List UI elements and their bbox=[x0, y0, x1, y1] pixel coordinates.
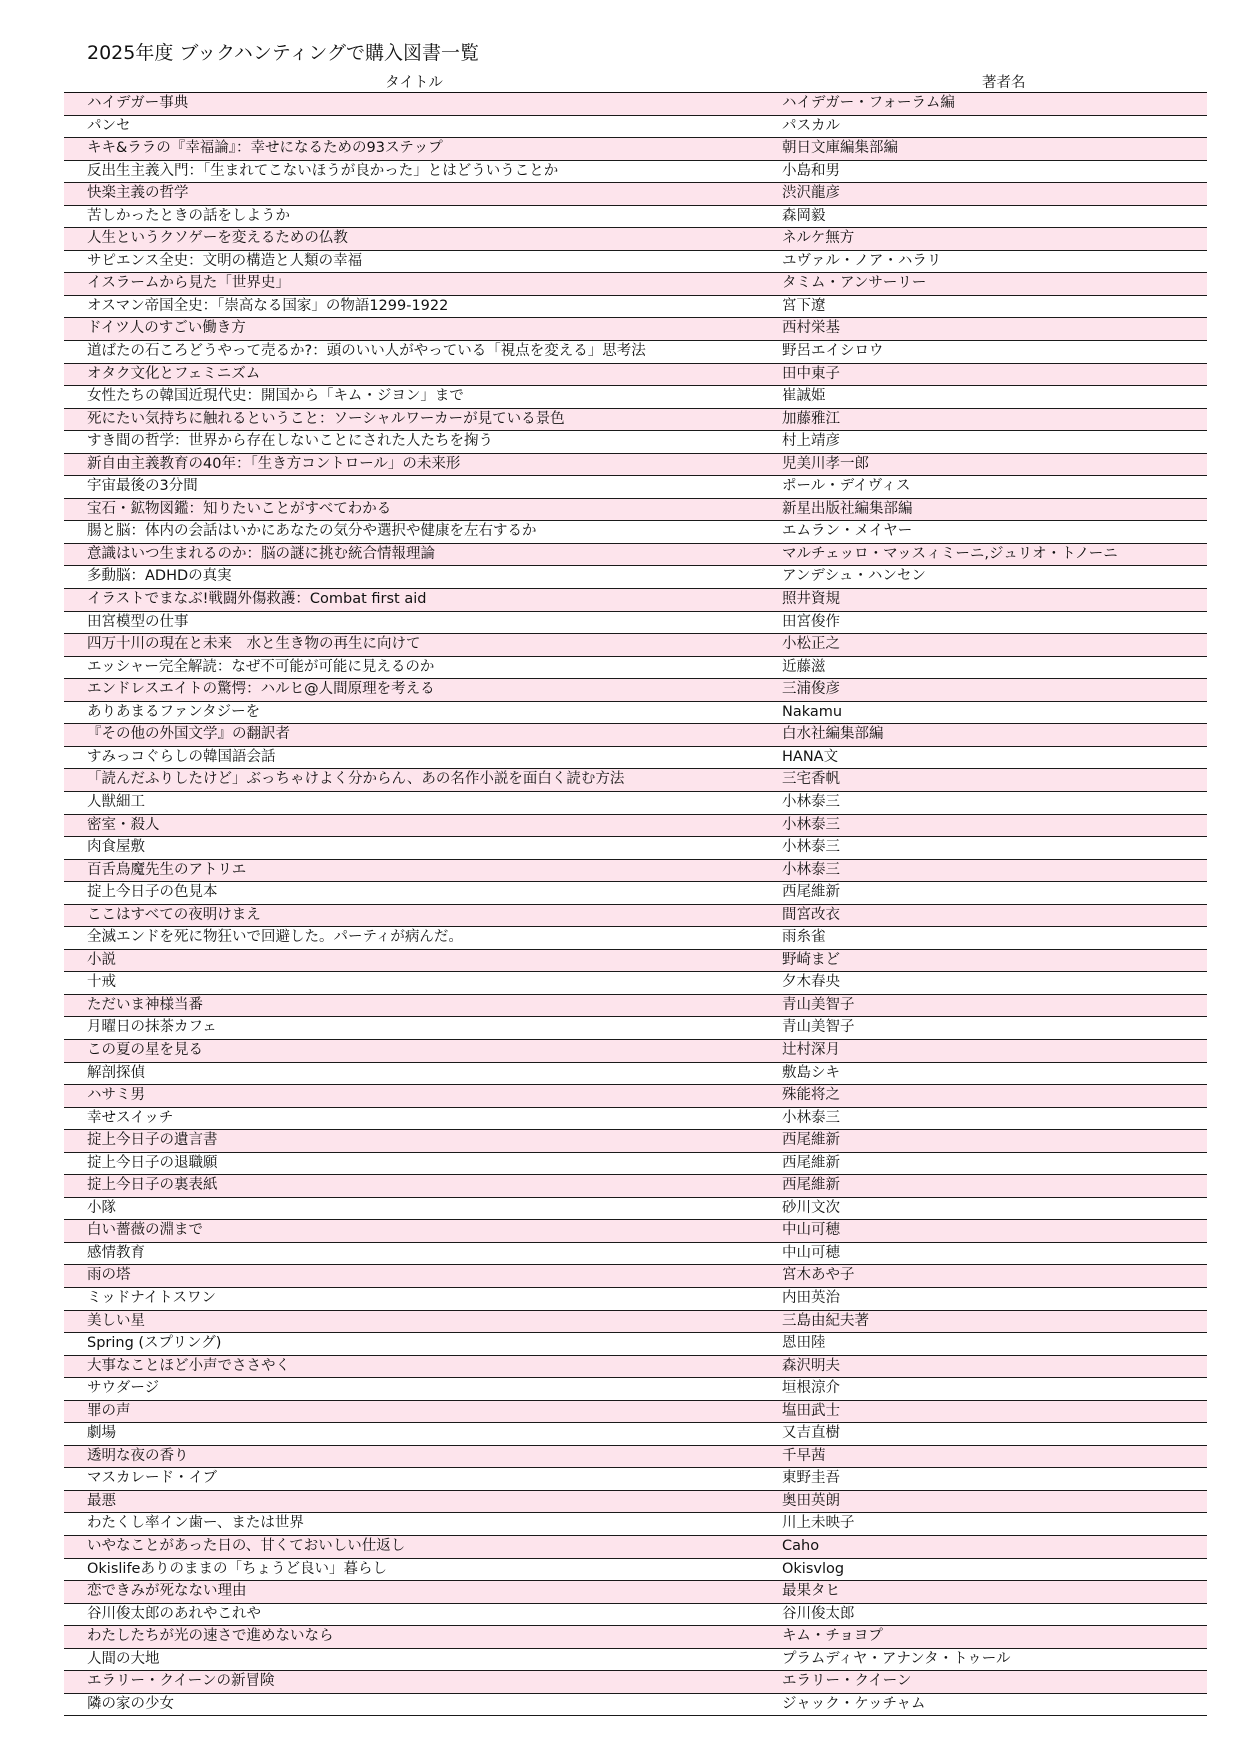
book-author-cell: 東野圭吾 bbox=[782, 1470, 840, 1487]
book-title-cell: 四万十川の現在と未来 水と生き物の再生に向けて bbox=[87, 636, 421, 653]
book-author-cell: 田宮俊作 bbox=[782, 613, 840, 630]
book-author-cell: 児美川孝一郎 bbox=[782, 455, 869, 472]
table-row bbox=[64, 566, 1207, 589]
table-row bbox=[64, 1446, 1207, 1469]
book-author-cell: 村上靖彦 bbox=[782, 433, 840, 450]
table-row bbox=[64, 1333, 1207, 1356]
book-title-cell: 掟上今日子の色見本 bbox=[87, 884, 218, 901]
table-row bbox=[64, 837, 1207, 860]
book-author-cell: 野呂エイシロウ bbox=[782, 343, 884, 360]
book-title-cell: 『その他の外国文学』の翻訳者 bbox=[87, 726, 290, 743]
book-author-cell: アンデシュ・ハンセン bbox=[782, 568, 926, 585]
table-row bbox=[64, 1356, 1207, 1379]
book-title-cell: わたくし率イン歯ー、または世界 bbox=[87, 1515, 304, 1532]
book-title-cell: 田宮模型の仕事 bbox=[87, 613, 189, 630]
book-title-cell: この夏の星を見る bbox=[87, 1041, 203, 1058]
book-title-cell: 美しい星 bbox=[87, 1312, 145, 1329]
table-row bbox=[64, 1401, 1207, 1424]
book-title-cell: 劇場 bbox=[87, 1425, 116, 1442]
table-row bbox=[64, 499, 1207, 522]
book-title-cell: 小隊 bbox=[87, 1199, 116, 1216]
table-row bbox=[64, 228, 1207, 251]
book-author-cell: 西尾維新 bbox=[782, 884, 840, 901]
column-header-title: タイトル bbox=[385, 75, 443, 91]
book-title-cell: 人獣細工 bbox=[87, 793, 145, 810]
book-title-cell: エンドレスエイトの驚愕：ハルヒ@人間原理を考える bbox=[87, 681, 435, 698]
book-title-cell: 反出生主義入門：「生まれてこないほうが良かった」とはどういうことか bbox=[87, 162, 559, 179]
book-title-cell: 多動脳：ADHDの真実 bbox=[87, 568, 232, 585]
book-title-cell: 人生というクソゲーを変えるための仏教 bbox=[87, 230, 348, 247]
book-title-cell: いやなことがあった日の、甘くておいしい仕返し bbox=[87, 1538, 406, 1554]
table-row bbox=[64, 724, 1207, 747]
table-row bbox=[64, 1063, 1207, 1086]
book-author-cell: 近藤滋 bbox=[782, 658, 826, 675]
book-author-cell: 新星出版社編集部編 bbox=[782, 500, 913, 517]
book-title-cell: パンセ bbox=[87, 117, 131, 134]
book-title-cell: Okislifeありのままの「ちょうど良い」暮らし bbox=[87, 1560, 387, 1577]
table-row bbox=[64, 1694, 1207, 1717]
book-title-cell: ありあまるファンタジーを bbox=[87, 703, 261, 720]
book-title-cell: 谷川俊太郎のあれやこれや bbox=[87, 1605, 261, 1622]
book-author-cell: 小林泰三 bbox=[782, 861, 840, 878]
table-row bbox=[64, 1671, 1207, 1694]
book-author-cell: 加藤雅江 bbox=[782, 410, 840, 427]
table-row bbox=[64, 634, 1207, 657]
book-author-cell: 雨糸雀 bbox=[782, 929, 826, 946]
table-row bbox=[64, 544, 1207, 567]
book-author-cell: タミム・アンサーリー bbox=[782, 275, 927, 292]
table-row bbox=[64, 1649, 1207, 1672]
table-row bbox=[64, 1265, 1207, 1288]
book-title-cell: ドイツ人のすごい働き方 bbox=[87, 320, 246, 337]
book-author-cell: 敷島シキ bbox=[782, 1064, 840, 1081]
book-title-cell: 十戒 bbox=[87, 974, 116, 991]
book-author-cell: 千早茜 bbox=[782, 1447, 826, 1464]
book-title-cell: サピエンス全史：文明の構造と人類の幸福 bbox=[87, 252, 363, 269]
table-row bbox=[64, 161, 1207, 184]
book-author-cell: 白水社編集部編 bbox=[782, 726, 884, 743]
book-author-cell: 中山可穂 bbox=[782, 1222, 840, 1239]
table-row bbox=[64, 1288, 1207, 1311]
table-row bbox=[64, 1017, 1207, 1040]
book-title-cell: 月曜日の抹茶カフェ bbox=[87, 1019, 217, 1036]
book-title-cell: エラリー・クイーンの新冒険 bbox=[87, 1673, 275, 1690]
table-row bbox=[64, 1559, 1207, 1582]
book-author-cell: 小島和男 bbox=[782, 162, 840, 179]
book-author-cell: 森岡毅 bbox=[782, 207, 826, 224]
book-author-cell: マルチェッロ・マッスィミーニ,ジュリオ・トノーニ bbox=[782, 545, 1118, 562]
table-row bbox=[64, 1513, 1207, 1536]
table-row bbox=[64, 612, 1207, 635]
table-row bbox=[64, 657, 1207, 680]
book-title-cell: 新自由主義教育の40年：「生き方コントロール」の未来形 bbox=[87, 455, 461, 472]
book-author-cell: 殊能将之 bbox=[782, 1087, 840, 1104]
book-author-cell: Caho bbox=[782, 1538, 820, 1554]
book-author-cell: 野崎まど bbox=[782, 951, 840, 968]
table-row bbox=[64, 476, 1207, 499]
book-title-cell: ハイデガー事典 bbox=[87, 95, 189, 111]
book-author-cell: 恩田陸 bbox=[782, 1335, 826, 1352]
table-row bbox=[64, 679, 1207, 702]
book-author-cell: 間宮改衣 bbox=[782, 906, 840, 923]
book-title-cell: ハサミ男 bbox=[87, 1087, 145, 1104]
table-row bbox=[64, 364, 1207, 387]
book-title-cell: サウダージ bbox=[87, 1380, 160, 1397]
table-row bbox=[64, 409, 1207, 432]
table-row bbox=[64, 747, 1207, 770]
table-row bbox=[64, 1626, 1207, 1649]
book-title-cell: わたしたちが光の速さで進めないなら bbox=[87, 1628, 334, 1645]
book-title-cell: 隣の家の少女 bbox=[87, 1695, 174, 1712]
book-title-cell: 雨の塔 bbox=[87, 1267, 131, 1284]
book-author-cell: 青山美智子 bbox=[782, 1019, 855, 1036]
book-title-cell: 透明な夜の香り bbox=[87, 1447, 189, 1464]
book-title-cell: 罪の声 bbox=[87, 1402, 131, 1419]
book-title-cell: 肉食屋敷 bbox=[87, 839, 145, 856]
table-row bbox=[64, 1175, 1207, 1198]
table-row bbox=[64, 296, 1207, 319]
book-author-cell: 塩田武士 bbox=[782, 1402, 840, 1419]
table-row bbox=[64, 521, 1207, 544]
table-row bbox=[64, 1581, 1207, 1604]
book-title-cell: イスラームから見た「世界史」 bbox=[87, 275, 290, 292]
table-row bbox=[64, 318, 1207, 341]
table-row bbox=[64, 1040, 1207, 1063]
book-author-cell: 西尾維新 bbox=[782, 1132, 840, 1149]
table-row bbox=[64, 927, 1207, 950]
book-title-cell: オタク文化とフェミニズム bbox=[87, 365, 261, 382]
table-row bbox=[64, 1198, 1207, 1221]
book-author-cell: 小林泰三 bbox=[782, 793, 840, 810]
table-row bbox=[64, 769, 1207, 792]
book-author-cell: キム・チョヨプ bbox=[782, 1628, 883, 1645]
book-author-cell: 谷川俊太郎 bbox=[782, 1605, 855, 1622]
table-row bbox=[64, 905, 1207, 928]
book-title-cell: 感情教育 bbox=[87, 1244, 145, 1261]
book-title-cell: 掟上今日子の遺言書 bbox=[87, 1132, 218, 1149]
book-author-cell: Nakamu bbox=[782, 703, 843, 720]
book-author-cell: 内田英治 bbox=[782, 1289, 840, 1306]
book-author-cell: 小林泰三 bbox=[782, 1109, 840, 1126]
book-author-cell: 辻村深月 bbox=[782, 1041, 840, 1058]
book-author-cell: 西尾維新 bbox=[782, 1154, 840, 1171]
table-row bbox=[64, 1378, 1207, 1401]
book-title-cell: 宇宙最後の3分間 bbox=[87, 478, 198, 495]
table-row bbox=[64, 341, 1207, 364]
table-row bbox=[64, 206, 1207, 229]
book-title-cell: 掟上今日子の退職願 bbox=[87, 1154, 218, 1171]
table-row bbox=[64, 1423, 1207, 1446]
table-row bbox=[64, 589, 1207, 612]
book-title-cell: 宝石・鉱物図鑑：知りたいことがすべてわかる bbox=[87, 500, 392, 517]
book-author-cell: 崔誠姫 bbox=[782, 388, 826, 405]
book-title-cell: 最悪 bbox=[87, 1492, 116, 1509]
book-author-cell: 西村栄基 bbox=[782, 320, 840, 337]
book-title-cell: 女性たちの韓国近現代史：開国から「キム・ジヨン」まで bbox=[87, 388, 464, 405]
book-title-cell: ここはすべての夜明けまえ bbox=[87, 906, 261, 923]
table-row bbox=[64, 950, 1207, 973]
book-author-cell: プラムディヤ・アナンタ・トゥール bbox=[782, 1650, 1011, 1667]
book-title-cell: 快楽主義の哲学 bbox=[87, 185, 189, 202]
book-author-cell: 小林泰三 bbox=[782, 839, 840, 856]
book-author-cell: 田中東子 bbox=[782, 365, 840, 382]
document-title: 2025年度 ブックハンティングで購入図書一覧 bbox=[87, 42, 480, 64]
book-author-cell: 川上未映子 bbox=[782, 1515, 855, 1532]
book-title-cell: キキ&ララの『幸福論』：幸せになるための93ステップ bbox=[87, 140, 443, 157]
table-row bbox=[64, 1085, 1207, 1108]
book-author-cell: 砂川文次 bbox=[782, 1199, 840, 1216]
book-author-cell: ネルケ無方 bbox=[782, 230, 855, 247]
table-row bbox=[64, 1130, 1207, 1153]
table-row bbox=[64, 251, 1207, 274]
table-row bbox=[64, 1468, 1207, 1491]
book-author-cell: 垣根涼介 bbox=[782, 1380, 840, 1397]
book-title-cell: 恋できみが死なない理由 bbox=[87, 1583, 247, 1600]
book-title-cell: マスカレード・イブ bbox=[87, 1470, 218, 1487]
book-title-cell: ミッドナイトスワン bbox=[87, 1289, 217, 1306]
book-table bbox=[64, 93, 1207, 1716]
table-header bbox=[64, 71, 1207, 93]
book-title-cell: 死にたい気持ちに触れるということ：ソーシャルワーカーが見ている景色 bbox=[87, 410, 565, 427]
table-row bbox=[64, 1153, 1207, 1176]
book-author-cell: 渋沢龍彦 bbox=[782, 185, 840, 202]
book-author-cell: 三宅香帆 bbox=[782, 771, 840, 788]
column-header-author: 著者名 bbox=[982, 75, 1026, 91]
table-row bbox=[64, 815, 1207, 838]
book-title-cell: イラストでまなぶ!戦闘外傷救護：Combat first aid bbox=[87, 591, 427, 608]
book-author-cell: 宮木あや子 bbox=[782, 1267, 855, 1284]
book-title-cell: 意識はいつ生まれるのか：脳の謎に挑む統合情報理論 bbox=[87, 545, 435, 562]
book-author-cell: 森沢明夫 bbox=[782, 1357, 840, 1374]
book-title-cell: すき間の哲学：世界から存在しないことにされた人たちを掬う bbox=[87, 433, 493, 450]
book-title-cell: 大事なことほど小声でささやく bbox=[87, 1357, 290, 1374]
book-title-cell: すみっコぐらしの韓国語会話 bbox=[87, 748, 276, 765]
table-row bbox=[64, 1491, 1207, 1514]
book-title-cell: 「読んだふりしたけど」ぶっちゃけよく分からん、あの名作小説を面白く読む方法 bbox=[87, 771, 625, 788]
book-author-cell: 三島由紀夫著 bbox=[782, 1312, 869, 1329]
book-title-cell: 百舌鳥魔先生のアトリエ bbox=[87, 861, 247, 878]
book-author-cell: ポール・デイヴィス bbox=[782, 478, 911, 495]
book-title-cell: 人間の大地 bbox=[87, 1650, 160, 1667]
table-row bbox=[64, 454, 1207, 477]
table-row bbox=[64, 972, 1207, 995]
table-row bbox=[64, 386, 1207, 409]
table-row bbox=[64, 116, 1207, 139]
book-title-cell: 小説 bbox=[87, 951, 116, 968]
book-title-cell: 解剖探偵 bbox=[87, 1064, 145, 1081]
book-author-cell: 最果タヒ bbox=[782, 1583, 840, 1600]
book-author-cell: 青山美智子 bbox=[782, 996, 855, 1013]
table-row bbox=[64, 1220, 1207, 1243]
book-title-cell: 腸と脳：体内の会話はいかにあなたの気分や選択や健康を左右するか bbox=[87, 523, 537, 540]
table-row bbox=[64, 1311, 1207, 1334]
book-title-cell: 密室・殺人 bbox=[87, 816, 160, 833]
table-row bbox=[64, 882, 1207, 905]
table-row bbox=[64, 1604, 1207, 1627]
book-title-cell: 白い薔薇の淵まで bbox=[87, 1222, 203, 1239]
book-author-cell: Okisvlog bbox=[782, 1560, 845, 1577]
book-author-cell: 又吉直樹 bbox=[782, 1425, 840, 1442]
book-author-cell: 西尾維新 bbox=[782, 1177, 840, 1194]
book-title-cell: 全滅エンドを死に物狂いで回避した。パーティが病んだ。 bbox=[87, 929, 463, 946]
book-author-cell: 朝日文庫編集部編 bbox=[782, 140, 898, 157]
table-row bbox=[64, 138, 1207, 161]
book-author-cell: エラリー・クイーン bbox=[782, 1673, 912, 1690]
table-row bbox=[64, 1536, 1207, 1559]
book-author-cell: ユヴァル・ノア・ハラリ bbox=[782, 252, 942, 269]
table-row bbox=[64, 792, 1207, 815]
book-author-cell: 小松正之 bbox=[782, 636, 840, 653]
book-title-cell: 道ばたの石ころどうやって売るか?：頭のいい人がやっている「視点を変える」思考法 bbox=[87, 343, 646, 360]
book-title-cell: ただいま神様当番 bbox=[87, 996, 203, 1013]
book-author-cell: 三浦俊彦 bbox=[782, 681, 840, 698]
book-author-cell: 宮下遼 bbox=[782, 297, 826, 314]
book-title-cell: Spring (スプリング) bbox=[87, 1335, 222, 1352]
book-author-cell: 夕木春央 bbox=[782, 974, 840, 991]
table-row bbox=[64, 1243, 1207, 1266]
book-title-cell: 掟上今日子の裏表紙 bbox=[87, 1177, 218, 1194]
book-title-cell: エッシャー完全解読：なぜ不可能が可能に見えるのか bbox=[87, 658, 435, 675]
table-row bbox=[64, 995, 1207, 1018]
book-author-cell: ジャック・ケッチャム bbox=[782, 1695, 926, 1712]
book-title-cell: 幸せスイッチ bbox=[87, 1109, 174, 1126]
table-row bbox=[64, 93, 1207, 116]
table-row bbox=[64, 431, 1207, 454]
book-author-cell: 小林泰三 bbox=[782, 816, 840, 833]
table-row bbox=[64, 702, 1207, 725]
table-row bbox=[64, 1108, 1207, 1131]
book-author-cell: 照井資規 bbox=[782, 591, 840, 608]
book-title-cell: 苦しかったときの話をしようか bbox=[87, 207, 290, 224]
table-row bbox=[64, 183, 1207, 206]
table-row bbox=[64, 860, 1207, 883]
table-row bbox=[64, 273, 1207, 296]
book-author-cell: エムラン・メイヤー bbox=[782, 523, 913, 540]
book-title-cell: オスマン帝国全史：「崇高なる国家」の物語1299-1922 bbox=[87, 297, 449, 314]
book-author-cell: パスカル bbox=[782, 117, 840, 134]
book-author-cell: ハイデガー・フォーラム編 bbox=[782, 95, 955, 111]
book-author-cell: 奥田英朗 bbox=[782, 1492, 840, 1509]
book-author-cell: 中山可穂 bbox=[782, 1244, 840, 1261]
book-author-cell: HANA文 bbox=[782, 748, 839, 765]
